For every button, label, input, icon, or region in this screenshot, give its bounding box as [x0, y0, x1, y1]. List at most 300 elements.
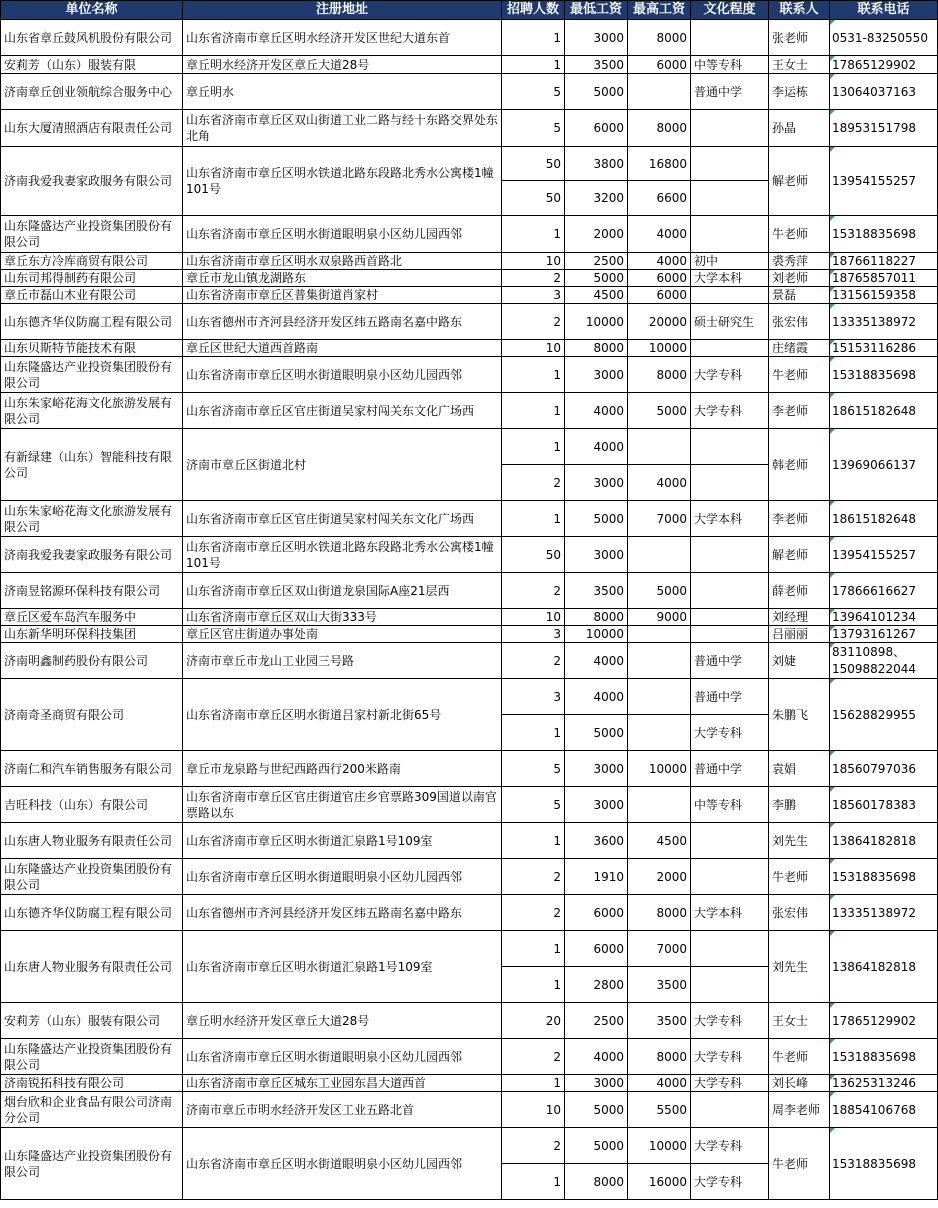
address-cell: 章丘明水	[183, 74, 502, 110]
contact-cell: 韩老师	[769, 429, 830, 501]
count-cell: 1	[502, 56, 565, 74]
education-cell: 普通中学	[691, 643, 769, 679]
phone-cell: 15153116286	[830, 340, 938, 357]
table-row	[1, 859, 938, 895]
min-salary-cell: 5000	[565, 74, 628, 110]
table-row	[1, 1039, 938, 1075]
count-cell: 1	[502, 501, 565, 537]
min-salary-cell: 1910	[565, 859, 628, 895]
address-cell: 山东省济南市章丘区明水街道汇泉路1号109室	[183, 823, 502, 859]
max-salary-cell	[628, 787, 691, 823]
min-salary-cell: 10000	[565, 626, 628, 643]
table-row	[1, 537, 938, 573]
phone-cell: 83110898、15098822044	[830, 643, 938, 679]
education-cell	[691, 626, 769, 643]
company-cell: 烟台欣和企业食品有限公司济南分公司	[1, 1092, 183, 1128]
company-cell: 济南昱铭源环保科技有限公司	[1, 573, 183, 609]
education-cell	[691, 429, 769, 465]
company-cell: 山东隆盛达产业投资集团股份有限公司	[1, 216, 183, 253]
max-salary-cell: 16800	[628, 147, 691, 181]
table-row	[1, 1003, 938, 1039]
count-cell: 50	[502, 147, 565, 181]
table-row	[1, 643, 938, 679]
min-salary-cell: 4000	[565, 1039, 628, 1075]
phone-cell: 15318835698	[830, 1039, 938, 1075]
address-cell: 山东省济南市章丘区明水街道眼明泉小区幼儿园西邻	[183, 1039, 502, 1075]
contact-cell: 刘婕	[769, 643, 830, 679]
education-cell	[691, 967, 769, 1003]
company-cell: 山东德齐华仪防腐工程有限公司	[1, 895, 183, 931]
table-row	[1, 253, 938, 270]
company-cell: 安莉芳（山东）服装有限	[1, 56, 183, 74]
address-cell: 章丘明水经济开发区章丘大道28号	[183, 56, 502, 74]
max-salary-cell: 5000	[628, 393, 691, 429]
contact-cell: 薛老师	[769, 573, 830, 609]
phone-cell: 15318835698	[830, 216, 938, 253]
company-cell: 山东司邦得制药有限公司	[1, 270, 183, 287]
company-cell: 安莉芳（山东）服装有限公司	[1, 1003, 183, 1039]
education-cell	[691, 216, 769, 253]
table-row	[1, 270, 938, 287]
table-row	[1, 787, 938, 823]
max-salary-cell: 3500	[628, 967, 691, 1003]
table-row	[1, 20, 938, 56]
contact-cell: 袁娟	[769, 751, 830, 787]
company-cell: 山东贝斯特节能技术有限	[1, 340, 183, 357]
header-count: 招聘人数	[502, 1, 565, 20]
max-salary-cell: 4000	[628, 253, 691, 270]
max-salary-cell: 5000	[628, 573, 691, 609]
min-salary-cell: 8000	[565, 340, 628, 357]
max-salary-cell: 8000	[628, 110, 691, 147]
company-cell: 山东新华明环保科技集团	[1, 626, 183, 643]
address-cell: 山东省济南市章丘区双山大街333号	[183, 609, 502, 626]
address-cell: 章丘明水经济开发区章丘大道28号	[183, 1003, 502, 1039]
company-cell: 济南我爱我妻家政服务有限公司	[1, 537, 183, 573]
address-cell: 山东省济南市章丘区双山街道龙泉国际A座21层西	[183, 573, 502, 609]
phone-cell: 18560797036	[830, 751, 938, 787]
phone-cell: 18953151798	[830, 110, 938, 147]
table-row	[1, 931, 938, 967]
table-row	[1, 429, 938, 465]
count-cell: 2	[502, 859, 565, 895]
address-cell: 山东省济南市章丘区明水街道眼明泉小区幼儿园西邻	[183, 859, 502, 895]
header-contact: 联系人	[769, 1, 830, 20]
header-company: 单位名称	[1, 1, 183, 20]
min-salary-cell: 3500	[565, 573, 628, 609]
min-salary-cell: 4000	[565, 393, 628, 429]
contact-cell: 吕丽丽	[769, 626, 830, 643]
education-cell: 大学专科	[691, 357, 769, 393]
education-cell: 大学本科	[691, 501, 769, 537]
phone-cell: 13335138972	[830, 895, 938, 931]
address-cell: 山东省济南市章丘区明水街道眼明泉小区幼儿园西邻	[183, 357, 502, 393]
min-salary-cell: 4000	[565, 643, 628, 679]
table-row	[1, 393, 938, 429]
count-cell: 50	[502, 537, 565, 573]
address-cell: 山东省济南市章丘区普集街道肖家村	[183, 287, 502, 304]
company-cell: 有新绿建（山东）智能科技有限公司	[1, 429, 183, 501]
education-cell: 大学专科	[691, 1128, 769, 1164]
address-cell: 济南市章丘市明水经济开发区工业五路北首	[183, 1092, 502, 1128]
phone-cell: 17865129902	[830, 56, 938, 74]
phone-cell: 13335138972	[830, 304, 938, 340]
min-salary-cell: 3000	[565, 357, 628, 393]
table-row	[1, 56, 938, 74]
count-cell: 2	[502, 465, 565, 501]
count-cell: 10	[502, 609, 565, 626]
education-cell	[691, 609, 769, 626]
min-salary-cell: 5000	[565, 501, 628, 537]
company-cell: 济南明鑫制药股份有限公司	[1, 643, 183, 679]
table-row	[1, 287, 938, 304]
max-salary-cell: 4000	[628, 465, 691, 501]
count-cell: 50	[502, 181, 565, 216]
max-salary-cell: 2000	[628, 859, 691, 895]
company-cell: 山东唐人物业服务有限责任公司	[1, 823, 183, 859]
count-cell: 1	[502, 429, 565, 465]
contact-cell: 孙晶	[769, 110, 830, 147]
company-cell: 山东省章丘鼓风机股份有限公司	[1, 20, 183, 56]
address-cell: 济南市章丘区街道北村	[183, 429, 502, 501]
contact-cell: 牛老师	[769, 1128, 830, 1200]
contact-cell: 刘长峰	[769, 1075, 830, 1092]
education-cell	[691, 181, 769, 216]
count-cell: 10	[502, 253, 565, 270]
education-cell	[691, 20, 769, 56]
header-min-salary: 最低工资	[565, 1, 628, 20]
company-cell: 章丘区爱车岛汽车服务中	[1, 609, 183, 626]
count-cell: 10	[502, 1092, 565, 1128]
header-address: 注册地址	[183, 1, 502, 20]
education-cell: 大学本科	[691, 895, 769, 931]
phone-cell: 13625313246	[830, 1075, 938, 1092]
contact-cell: 刘老师	[769, 270, 830, 287]
phone-cell: 18615182648	[830, 393, 938, 429]
count-cell: 1	[502, 20, 565, 56]
min-salary-cell: 3000	[565, 537, 628, 573]
max-salary-cell: 4000	[628, 216, 691, 253]
min-salary-cell: 5000	[565, 715, 628, 751]
min-salary-cell: 8000	[565, 609, 628, 626]
min-salary-cell: 2000	[565, 216, 628, 253]
address-cell: 章丘区世纪大道西首路南	[183, 340, 502, 357]
education-cell	[691, 465, 769, 501]
table-row	[1, 501, 938, 537]
min-salary-cell: 3000	[565, 1075, 628, 1092]
education-cell: 大学专科	[691, 1164, 769, 1200]
table-row	[1, 679, 938, 715]
table-row	[1, 147, 938, 181]
contact-cell: 解老师	[769, 537, 830, 573]
address-cell: 山东省济南市章丘区双山街道工业二路与经十东路交界处东北角	[183, 110, 502, 147]
contact-cell: 王女士	[769, 1003, 830, 1039]
max-salary-cell	[628, 74, 691, 110]
max-salary-cell: 6600	[628, 181, 691, 216]
education-cell: 大学专科	[691, 715, 769, 751]
education-cell	[691, 340, 769, 357]
education-cell: 初中	[691, 253, 769, 270]
phone-cell: 15318835698	[830, 859, 938, 895]
table-row	[1, 216, 938, 253]
education-cell: 大学专科	[691, 1003, 769, 1039]
contact-cell: 景磊	[769, 287, 830, 304]
max-salary-cell	[628, 429, 691, 465]
education-cell: 大学专科	[691, 393, 769, 429]
count-cell: 10	[502, 340, 565, 357]
max-salary-cell	[628, 626, 691, 643]
count-cell: 1	[502, 1075, 565, 1092]
min-salary-cell: 3000	[565, 20, 628, 56]
min-salary-cell: 6000	[565, 931, 628, 967]
count-cell: 1	[502, 1164, 565, 1200]
min-salary-cell: 6000	[565, 895, 628, 931]
max-salary-cell: 6000	[628, 270, 691, 287]
count-cell: 1	[502, 823, 565, 859]
max-salary-cell: 10000	[628, 751, 691, 787]
education-cell: 普通中学	[691, 751, 769, 787]
max-salary-cell: 8000	[628, 1039, 691, 1075]
table-row	[1, 110, 938, 147]
min-salary-cell: 8000	[565, 1164, 628, 1200]
education-cell: 大学本科	[691, 270, 769, 287]
min-salary-cell: 6000	[565, 110, 628, 147]
max-salary-cell: 7000	[628, 501, 691, 537]
phone-cell: 15318835698	[830, 357, 938, 393]
address-cell: 山东省济南市章丘区明水双泉路西首路北	[183, 253, 502, 270]
min-salary-cell: 2800	[565, 967, 628, 1003]
contact-cell: 庄绪霞	[769, 340, 830, 357]
address-cell: 山东省济南市章丘区官庄街道官庄乡官票路309国道以南官票路以东	[183, 787, 502, 823]
address-cell: 济南市章丘市龙山工业园三号路	[183, 643, 502, 679]
address-cell: 山东省济南市章丘区明水铁道北路东段路北秀水公寓楼1幢101号	[183, 147, 502, 216]
education-cell	[691, 823, 769, 859]
company-cell: 济南锐拓科技有限公司	[1, 1075, 183, 1092]
contact-cell: 刘先生	[769, 931, 830, 1003]
address-cell: 章丘区官庄街道办事处南	[183, 626, 502, 643]
max-salary-cell: 3500	[628, 1003, 691, 1039]
phone-cell: 13954155257	[830, 147, 938, 216]
contact-cell: 王女士	[769, 56, 830, 74]
table-row	[1, 626, 938, 643]
phone-cell: 0531-83250550	[830, 20, 938, 56]
phone-cell: 18766118227	[830, 253, 938, 270]
education-cell: 中等专科	[691, 787, 769, 823]
min-salary-cell: 4000	[565, 679, 628, 715]
count-cell: 5	[502, 110, 565, 147]
address-cell: 山东省济南市章丘区官庄街道吴家村闯关东文化广场西	[183, 501, 502, 537]
company-cell: 山东德齐华仪防腐工程有限公司	[1, 304, 183, 340]
min-salary-cell: 3600	[565, 823, 628, 859]
contact-cell: 李老师	[769, 501, 830, 537]
address-cell: 山东省济南市章丘区城东工业园东昌大道西首	[183, 1075, 502, 1092]
company-cell: 章丘市磊山木业有限公司	[1, 287, 183, 304]
address-cell: 章丘市龙山镇龙湖路东	[183, 270, 502, 287]
header-row	[1, 1, 938, 20]
contact-cell: 牛老师	[769, 216, 830, 253]
max-salary-cell: 20000	[628, 304, 691, 340]
contact-cell: 牛老师	[769, 1039, 830, 1075]
company-cell: 山东隆盛达产业投资集团股份有限公司	[1, 357, 183, 393]
education-cell	[691, 1092, 769, 1128]
table-row	[1, 340, 938, 357]
phone-cell: 13793161267	[830, 626, 938, 643]
min-salary-cell: 4000	[565, 429, 628, 465]
count-cell: 5	[502, 787, 565, 823]
min-salary-cell: 3200	[565, 181, 628, 216]
header-education: 文化程度	[691, 1, 769, 20]
count-cell: 2	[502, 1128, 565, 1164]
table-row	[1, 573, 938, 609]
max-salary-cell: 7000	[628, 931, 691, 967]
phone-cell: 13964101234	[830, 609, 938, 626]
count-cell: 2	[502, 643, 565, 679]
education-cell	[691, 859, 769, 895]
count-cell: 2	[502, 1039, 565, 1075]
phone-cell: 13064037163	[830, 74, 938, 110]
count-cell: 20	[502, 1003, 565, 1039]
count-cell: 5	[502, 74, 565, 110]
company-cell: 吉旺科技（山东）有限公司	[1, 787, 183, 823]
table-row	[1, 357, 938, 393]
count-cell: 1	[502, 357, 565, 393]
min-salary-cell: 2500	[565, 253, 628, 270]
max-salary-cell: 4500	[628, 823, 691, 859]
table-row	[1, 1075, 938, 1092]
company-cell: 济南奇圣商贸有限公司	[1, 679, 183, 751]
phone-cell: 18854106768	[830, 1092, 938, 1128]
education-cell	[691, 110, 769, 147]
address-cell: 山东省济南市章丘区明水街道眼明泉小区幼儿园西邻	[183, 1128, 502, 1200]
phone-cell: 13864182818	[830, 931, 938, 1003]
education-cell: 普通中学	[691, 74, 769, 110]
company-cell: 济南仁和汽车销售服务有限公司	[1, 751, 183, 787]
company-cell: 山东唐人物业服务有限责任公司	[1, 931, 183, 1003]
contact-cell: 解老师	[769, 147, 830, 216]
min-salary-cell: 2500	[565, 1003, 628, 1039]
education-cell: 大学专科	[691, 1039, 769, 1075]
max-salary-cell: 8000	[628, 895, 691, 931]
max-salary-cell: 4000	[628, 1075, 691, 1092]
phone-cell: 15318835698	[830, 1128, 938, 1200]
phone-cell: 18560178383	[830, 787, 938, 823]
education-cell	[691, 287, 769, 304]
address-cell: 章丘市龙泉路与世纪西路西行200米路南	[183, 751, 502, 787]
min-salary-cell: 3000	[565, 465, 628, 501]
count-cell: 5	[502, 751, 565, 787]
address-cell: 山东省济南市章丘区明水街道吕家村新北街65号	[183, 679, 502, 751]
phone-cell: 18765857011	[830, 270, 938, 287]
phone-cell: 17866616627	[830, 573, 938, 609]
contact-cell: 刘先生	[769, 823, 830, 859]
phone-cell: 13156159358	[830, 287, 938, 304]
max-salary-cell: 8000	[628, 357, 691, 393]
max-salary-cell: 5500	[628, 1092, 691, 1128]
count-cell: 2	[502, 895, 565, 931]
phone-cell: 13954155257	[830, 537, 938, 573]
contact-cell: 张宏伟	[769, 304, 830, 340]
education-cell	[691, 537, 769, 573]
min-salary-cell: 3500	[565, 56, 628, 74]
max-salary-cell	[628, 537, 691, 573]
contact-cell: 朱鹏飞	[769, 679, 830, 751]
max-salary-cell: 9000	[628, 609, 691, 626]
min-salary-cell: 10000	[565, 304, 628, 340]
phone-cell: 17865129902	[830, 1003, 938, 1039]
count-cell: 2	[502, 304, 565, 340]
address-cell: 山东省德州市齐河县经济开发区纬五路南名嘉中路东	[183, 895, 502, 931]
education-cell	[691, 931, 769, 967]
count-cell: 2	[502, 573, 565, 609]
table-row	[1, 609, 938, 626]
contact-cell: 张老师	[769, 20, 830, 56]
company-cell: 章丘东方冷库商贸有限公司	[1, 253, 183, 270]
count-cell: 1	[502, 715, 565, 751]
max-salary-cell: 10000	[628, 1128, 691, 1164]
phone-cell: 18615182648	[830, 501, 938, 537]
table-row	[1, 1092, 938, 1128]
min-salary-cell: 4500	[565, 287, 628, 304]
count-cell: 2	[502, 270, 565, 287]
count-cell: 3	[502, 679, 565, 715]
education-cell: 硕士研究生	[691, 304, 769, 340]
min-salary-cell: 3000	[565, 787, 628, 823]
education-cell	[691, 573, 769, 609]
contact-cell: 李运栋	[769, 74, 830, 110]
table-row	[1, 304, 938, 340]
max-salary-cell: 6000	[628, 287, 691, 304]
min-salary-cell: 3800	[565, 147, 628, 181]
contact-cell: 李老师	[769, 393, 830, 429]
company-cell: 济南我爱我妻家政服务有限公司	[1, 147, 183, 216]
table-row	[1, 895, 938, 931]
phone-cell: 13969066137	[830, 429, 938, 501]
count-cell: 1	[502, 931, 565, 967]
address-cell: 山东省济南市章丘区官庄街道吴家村闯关东文化广场西	[183, 393, 502, 429]
phone-cell: 13864182818	[830, 823, 938, 859]
address-cell: 山东省济南市章丘区明水街道汇泉路1号109室	[183, 931, 502, 1003]
company-cell: 山东隆盛达产业投资集团股份有限公司	[1, 1128, 183, 1200]
table-row	[1, 751, 938, 787]
company-cell: 山东大厦清照酒店有限责任公司	[1, 110, 183, 147]
max-salary-cell	[628, 679, 691, 715]
address-cell: 山东省济南市章丘区明水街道眼明泉小区幼儿园西邻	[183, 216, 502, 253]
contact-cell: 牛老师	[769, 357, 830, 393]
count-cell: 3	[502, 287, 565, 304]
education-cell	[691, 147, 769, 181]
contact-cell: 李鹏	[769, 787, 830, 823]
address-cell: 山东省德州市齐河县经济开发区纬五路南名嘉中路东	[183, 304, 502, 340]
count-cell: 1	[502, 393, 565, 429]
min-salary-cell: 5000	[565, 1128, 628, 1164]
contact-cell: 刘经理	[769, 609, 830, 626]
max-salary-cell	[628, 715, 691, 751]
table-row	[1, 74, 938, 110]
address-cell: 山东省济南市章丘区明水经济开发区世纪大道东首	[183, 20, 502, 56]
address-cell: 山东省济南市章丘区明水铁道北路东段路北秀水公寓楼1幢101号	[183, 537, 502, 573]
max-salary-cell	[628, 643, 691, 679]
max-salary-cell: 16000	[628, 1164, 691, 1200]
max-salary-cell: 8000	[628, 20, 691, 56]
max-salary-cell: 10000	[628, 340, 691, 357]
min-salary-cell: 5000	[565, 1092, 628, 1128]
min-salary-cell: 3000	[565, 751, 628, 787]
education-cell: 普通中学	[691, 679, 769, 715]
company-cell: 山东朱家峪花海文化旅游发展有限公司	[1, 501, 183, 537]
table-row	[1, 1128, 938, 1164]
company-cell: 山东朱家峪花海文化旅游发展有限公司	[1, 393, 183, 429]
education-cell: 中等专科	[691, 56, 769, 74]
